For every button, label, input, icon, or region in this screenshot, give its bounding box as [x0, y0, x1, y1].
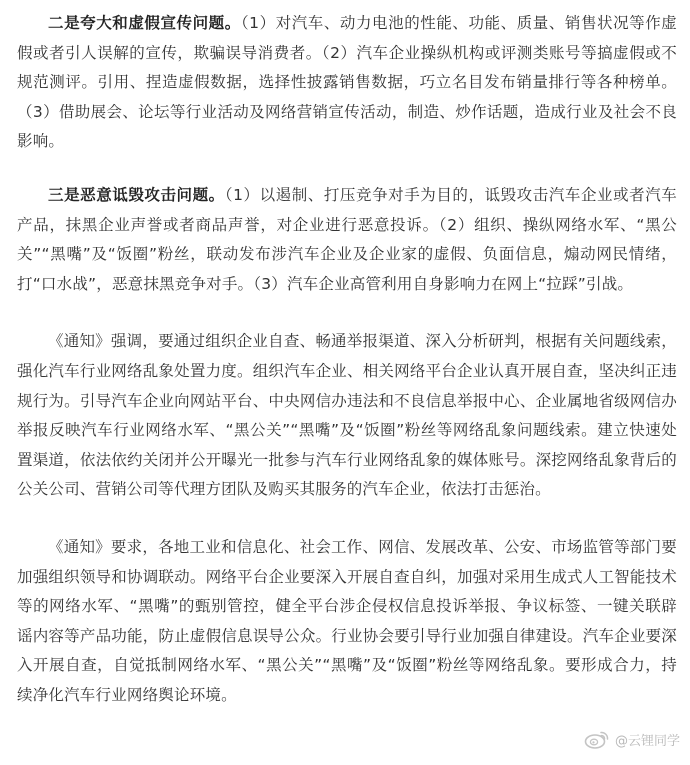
watermark [584, 729, 680, 749]
paragraph-text: 《通知》强调，要通过组织企业自查、畅通举报渠道、深入分析研判，根据有关问题线索，强化汽车行业网络乱象处置力度。组织汽车企业、相关网络平台企业认真开展自查，坚决纠正违规行为。引导汽车企业向网站平台、中央网信办违法和不良信息举报中心、企业属地省级网信办举报反映汽车行业网络水军、“黑公关”“黑嘴”及“饭圈”粉丝等网络乱象问题线索。建立快速处置渠道，依法依约关闭并公开曝光一批参与汽车行业网络乱象的媒体账号。深挖网络乱象背后的公关公司、营销公司等代理方团队及购买其服务的汽车企业，依法打击惩治。 [17, 332, 677, 499]
article-body [17, 9, 677, 736]
paragraph-malicious-defamation [17, 181, 677, 299]
weibo-logo-icon [584, 729, 610, 749]
paragraph-exaggerated-false-publicity [17, 9, 677, 157]
paragraph-text: （1）对汽车、动力电池的性能、功能、质量、销售状况等作虚假或者引人误解的宣传，欺骗误导消费者。（2）汽车企业操纵机构或评测类账号等搞虚假或不规范测评。引用、捏造虚假数据，选择性披露销售数据，巧立名目发布销量排行等各种榜单。（3）借助展会、论坛等行业活动及网络营销宣传活动，制造、炒作话题，造成行业及社会不良影响。 [17, 14, 677, 151]
paragraph-text: 《通知》要求，各地工业和信息化、社会工作、网信、发展改革、公安、市场监管等部门要加强组织领导和协调联动。网络平台企业要深入开展自查自纠，加强对采用生成式人工智能技术等的网络水军、“黑嘴”的甄别管控，健全平台涉企侵权信息投诉举报、争议标签、一键关联辟谣内容等产品功能，防止虚假信息误导公众。行业协会要引导行业加强自律建设。汽车企业要深入开展自查，自觉抵制网络水军、“黑公关”“黑嘴”及“饭圈”粉丝等网络乱象。要形成合力，持续净化汽车行业网络舆论环境。 [17, 537, 677, 704]
paragraph-lead-heading: 三是恶意诋毁攻击问题。 [48, 185, 225, 204]
paragraph-text: （1）以遏制、打压竞争对手为目的，诋毁攻击汽车企业或者汽车产品，抹黑企业声誉或者商品声誉，对企业进行恶意投诉。（2）组织、操纵网络水军、“黑公关”“黑嘴”及“饭圈”粉丝，联动发布涉汽车企业及企业家的虚假、负面信息，煽动网民情绪，打“口水战”，恶意抹黑竞争对手。（3）汽车企业高管利用自身影响力在网上“拉踩”引战。 [17, 185, 677, 293]
paragraph-lead-heading: 二是夸大和虚假宣传问题。 [48, 14, 241, 32]
paragraph-notice-emphasis [17, 327, 677, 505]
paragraph-notice-requirements [17, 533, 677, 711]
watermark-text: @云锂同学 [614, 733, 680, 749]
